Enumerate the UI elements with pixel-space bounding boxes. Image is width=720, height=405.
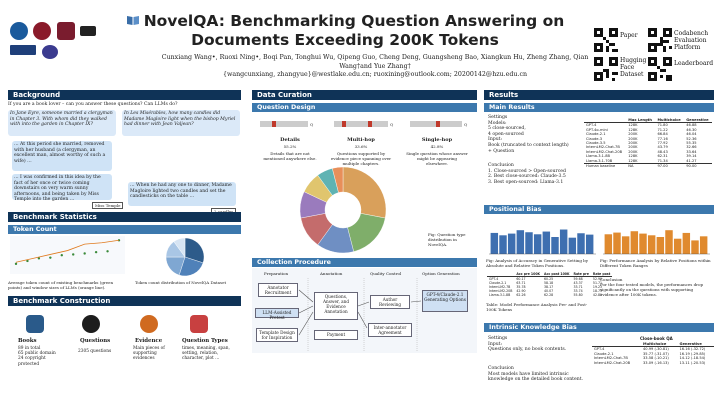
intrinsic-header-cell: Multichoice [641,342,677,347]
annotator-recruitment-box: Annotator Recruitment [258,283,298,297]
main-results-header-cell: Multichoice [655,118,684,123]
leaderboard-qr-code[interactable] [648,57,672,81]
main-results-cell: 200K [628,145,638,150]
scatter-point [15,263,17,265]
positional-cell: Llama-3.1-8B [489,293,511,297]
poster-header [0,0,720,88]
books-title: Books [18,338,37,344]
positional-bar-chart-right [600,216,712,256]
results-heading: Results [484,90,714,100]
stage-quality-control: Quality Control [370,271,402,276]
intrinsic-table-title: Close-book QA [640,336,673,341]
university-seal-logo [10,45,36,55]
main-results-cell: 52.36 [686,136,697,141]
procedure-arrows [252,268,477,353]
main-results-cell: Claude-3.5 [586,141,606,146]
les-miserables-question: In Les Misérables, how many candles did Madame Magloire light when the bishop Myriel had dinner with Jean Valjean? [122,110,240,136]
positional-header-cell: Rate post [592,272,611,276]
main-results-cell: 200K [628,141,638,146]
jane-eyre-answer: Miss Temple [92,202,123,209]
intrinsic-knowledge-heading: Intrinsic Knowledge Bias [484,323,714,332]
leaderboard-qr-label: Leaderboard [674,60,714,67]
positional-cell: 38.17 [544,285,554,289]
positional-left-bar [491,233,498,254]
single-hop-diagram [406,115,472,135]
scatter-point [95,251,97,253]
positional-right-bar [648,235,655,254]
positional-left-bar [551,237,558,254]
paper-qr-label: Paper [620,32,638,39]
details-diagram [256,115,316,135]
intrinsic-row [592,361,714,365]
jane-eyre-excerpt-1: … At this period she married, removed with her husband (a clergyman, an excellent man, almost worthy of such a wife) … [12,141,112,171]
positional-cell: 62.26 [516,293,526,297]
positional-bar-chart-left [486,216,598,256]
positional-cell: 33.71 [573,285,583,289]
intrinsic-conclusion: Conclusion Most models have limited intrinsic knowledge on the detailed book content. [488,366,583,383]
main-results-cell: 55.35 [686,141,697,146]
intrinsic-cell: 14.12 (-18.54) [679,356,706,361]
author-emails: {wangcunxiang, zhangyue}@westlake.edu.cn; ruoxining@outlook.com; 20200142@hzu.edu.cn [222,71,528,79]
main-results-header-cell: Generative [684,118,712,123]
benchmark-token-scatter-chart [10,236,125,274]
intrinsic-header-cell: Generative [678,342,715,347]
main-results-cell: 97.00 [657,164,668,169]
westlake-university-logo [10,22,28,40]
positional-left-bar [560,230,567,254]
les-miserables-excerpt: … When he had any one to dinner, Madame Magloire lighted two candles and set the candlesticks on the table … [128,182,236,206]
codabench-qr-label: Codabench Evaluation Platform [674,30,709,51]
multi-hop-design: Multi-hop 33.6% Questions supported by evidence piece spanning over multiple chapters. [330,137,392,166]
main-results-cell: 46.30 [686,127,697,132]
main-results-cell: 71.34 [657,158,668,163]
main-results-cell: 77.92 [657,141,668,146]
main-results-cell: Claude-2.1 [586,132,606,137]
intrinsic-cell: InternLM2-Chat-7B [594,356,628,361]
positional-header-cell: Acc pre 100K [516,272,541,276]
questions-title: Questions [80,338,111,344]
main-results-cell: 200K [628,132,638,137]
main-results-cell: 128K [628,154,638,159]
authors-line-2: Wang†and Yue Zhang† [339,62,411,70]
book-icon [126,12,140,23]
main-results-cell: 71.80 [657,123,668,128]
main-results-header-cell: Max Length [626,118,655,123]
positional-cell: 40.07 [544,289,554,293]
single-hop-design: Single-hop 42.8% Single question whose answer might be appearing elsewhere. [406,137,468,166]
positional-right-bar [622,236,629,254]
main-results-table [584,118,712,168]
magnifier-icon [140,315,158,333]
scatter-point [72,253,74,255]
positional-bias-heading: Positional Bias [484,205,714,214]
positional-header-cell: Rate pre [573,272,589,276]
positional-table-caption: Table: Model Performance Analysis Pre- and Post- 100K Tokens [486,302,588,312]
multi-hop-diagram [330,115,400,135]
stage-annotation: Annotation [320,271,343,276]
main-results-cell: 128K [628,123,638,128]
main-results-cell: 128K [628,158,638,163]
intrinsic-cell: 13.11 (-20.53) [679,360,706,365]
codabench-qr-code[interactable] [648,28,672,52]
svg-text:Q: Q [310,122,314,127]
main-results-cell: Llama-3.1-8B [586,154,610,159]
positional-cell: 42.90 [516,289,526,293]
title-line-2: Documents Exceeding 200K Tokens [191,31,499,49]
main-results-settings: Settings Models: 5 close-sourced, 4 open-sourced Input: Book (truncated to context length) + Question [488,115,569,154]
svg-text:Q: Q [390,122,394,127]
main-results-cell: NA [628,164,634,169]
main-results-heading: Main Results [484,103,714,112]
positional-cell: 59.68 [573,277,583,281]
positional-left-bar [517,230,524,254]
positional-right-caption: Fig: Performance Analysis by Relative Positions within Different Token Ranges [600,258,711,268]
main-results-cell: 71.22 [657,127,668,132]
positional-left-bar [543,232,550,254]
positional-cell: 63.71 [516,281,526,285]
positional-left-bar [508,234,515,254]
jane-eyre-question: In Jane Eyre, someone married a clergyman in Chapter 3. With whom did they walked with into the garden in Chapter IX? [8,110,116,136]
intrinsic-cell: 33.58 (-10.21) [643,356,669,361]
template-design-box: Template Design for Inspiration [256,328,298,342]
positional-cell: 60.25 [544,277,554,281]
positional-right-bar [691,240,698,254]
positional-cell: 18.73 [592,289,603,293]
main-results-cell: InternLM2-Chat-20B [586,149,623,154]
positional-left-bar [569,238,576,254]
qwen-logo [42,45,58,59]
evidence-title: Evidence [135,338,163,344]
intrinsic-row [592,356,714,360]
positional-left-bar [586,235,593,254]
main-results-cell: 33.64 [686,149,697,154]
llm-pretest-box: LLM-Assisted Pretest [255,308,299,318]
question-icon [82,315,100,333]
benchmark-statistics-heading: Benchmark Statistics [8,212,241,222]
paper-qr-code[interactable] [594,28,618,52]
main-results-cell: Human baseline [586,164,616,169]
books-body: 89 in total 65 public domain 24 copyright protected [18,346,56,367]
collection-procedure-heading: Collection Procedure [252,258,477,267]
positional-right-bar [613,233,620,254]
positional-cell: GPT-4 [489,277,499,281]
jane-eyre-excerpt-2: … I was confirmed in this idea by the fact of her once or twice coming downstairs on very warm sunny afternoons, and being taken by Miss Temple into the garden … [12,174,112,200]
hong-kong-university-logo [57,22,75,40]
main-results-cell: GPT-4 [586,123,597,128]
intrinsic-cell: GPT-4 [594,347,605,352]
author-reviewing-box: Author Reviewing [370,295,410,309]
positional-left-bar [525,232,532,254]
question-design-heading: Question Design [252,103,477,112]
positional-cell: 43.37 [573,281,583,285]
author-list [160,54,590,80]
stage-option-generation: Option Generation [422,271,460,276]
benchmark-construction-heading: Benchmark Construction [8,296,241,306]
token-count-heading: Token Count [8,225,241,234]
main-results-cell: GPT-4o-mini [586,127,608,132]
background-heading: Background [8,90,241,100]
puzzle-icon [190,315,208,333]
positional-cell: InternLM2-7B [489,285,511,289]
main-results-cell: 39.14 [686,154,697,159]
main-results-cell: 46.88 [686,123,697,128]
aws-logo [80,26,96,36]
main-results-cell: 46.04 [686,132,697,137]
positional-cell: 60.17 [516,277,526,281]
main-results-cell: 200K [628,136,638,141]
positional-cell: 58.18 [544,281,554,285]
positional-cell: InternLM2-20B [489,289,513,293]
question-types-body: times, meaning, span, setting, relation, character, plot … [182,346,230,362]
qae-annotation-box: Questions, Answer, and Evidence Annotation [314,292,358,320]
main-results-cell: Claude-3 [586,136,603,141]
positional-cell: 42.81 [592,293,603,297]
main-results-cell: 128K [628,127,638,132]
main-results-row [584,164,712,169]
evidence-body: Main pieces of supporting evidences [133,346,165,362]
positional-cell: 33.74 [573,289,583,293]
authors-line-1: Cunxiang Wang•, Ruoxi Ning•, Boqi Pan, Tonghui Wu, Qipeng Guo, Cheng Deng, Guangsheng Bao, Xiangkun Hu, Zheng Zhang, Qian [161,54,589,61]
token-pie-caption: Token count distribution of NovelQA Dataset [135,280,227,285]
positional-cell: 35.78 [516,285,526,289]
positional-header-cell: Acc post 100K [544,272,570,276]
books-icon [26,315,44,333]
option-generation-box: GPT-4/Claude-2.1 Generating Options [422,290,468,312]
background-intro: If you are a book lover – can you answer these questions? Can LLMs do? [8,102,178,107]
main-results-cell: 62.31 [657,154,668,159]
intrinsic-settings: Settings Input: Questions only, no book contents. [488,336,567,353]
scatter-caption: Average token count of existing benchmarks (green points) and window sizes of LLMs (orange line). [8,280,114,290]
main-results-cell: InternLM2-Chat-7B [586,145,620,150]
intrinsic-table [592,342,714,365]
question-type-pie-slice [347,213,385,251]
intrinsic-cell: 16.19 (-29.85) [679,351,706,356]
positional-cell: 55.80 [573,293,583,297]
token-distribution-pie-chart [150,236,220,278]
positional-conclusion: Conclusion For the four tested models, the performances drop significantly on the questions with supporting evidence after 100K tokens. [600,277,704,297]
intrinsic-cell: InternLM2-Chat-20B [594,360,631,365]
positional-right-bar [700,236,707,254]
positional-row [487,293,612,297]
inter-annotator-box: Inter-annotator Agreement [368,323,412,337]
positional-left-bar [534,234,541,254]
scatter-point [61,254,63,256]
positional-cell: 19.23 [592,285,603,289]
main-results-conclusion: Conclusion 1. Close-sourced > Open-sourced 2. Best close-sourced: Claude-3.5 3. Best open-sourced: Llama-3.1 [488,163,566,185]
intrinsic-cell: 35.77 (-31.07) [643,351,669,356]
main-results-cell: 66.84 [657,132,668,137]
positional-table [487,272,612,297]
intrinsic-cell: Claude-2.1 [594,351,614,356]
university-logo [33,22,51,40]
intrinsic-cell: 16.16 (-32.72) [679,347,706,352]
positional-left-bar [577,233,584,254]
positional-right-bar [639,234,646,254]
positional-right-bar [674,239,681,254]
questions-body: 2305 questions [78,349,112,354]
positional-right-bar [657,237,664,254]
poster-title [100,12,590,50]
question-type-pie-chart [268,165,418,255]
intrinsic-cell: 33.09 (-16.13) [643,360,669,365]
positional-right-bar [631,231,638,254]
positional-left-bar [499,235,506,254]
huggingface-qr-code[interactable] [594,57,618,81]
positional-cell: 62.28 [544,293,554,297]
main-results-cell: 43.79 [657,145,668,150]
question-types-title: Question Types [182,338,228,344]
positional-right-bar [665,230,672,254]
scatter-point [106,250,108,252]
positional-right-bar [605,234,612,254]
svg-text:Q: Q [464,122,468,127]
collection-procedure-diagram [252,268,477,353]
main-results-cell: Llama-3.1-70B [586,158,613,163]
question-type-pie-slice [343,167,386,218]
positional-left-caption: Fig: Analysis of Accuracy in Generative Setting by Absolute and Relative Token Positions. [486,258,588,268]
details-design: Details 55.2% Details that are not mentioned anywhere else. [263,137,317,161]
main-results-cell: 32.66 [686,145,697,150]
payment-box: Payment [314,330,358,340]
huggingface-qr-label: Hugging Face Dataset [620,57,647,78]
question-type-pie-caption: Fig: Question type distribution in NovelQA. [428,232,466,247]
intrinsic-cell: 40.99 (-30.81) [643,347,669,352]
positional-cell: 52.99 [592,277,603,281]
positional-cell: Claude-2.1 [489,281,507,285]
data-curation-heading: Data Curation [252,90,477,100]
main-results-cell: 41.27 [686,158,697,163]
positional-right-bar [683,233,690,254]
scatter-point [83,252,85,254]
main-results-cell: 77.16 [657,136,668,141]
main-results-cell: 90.00 [686,164,697,169]
positional-cell: 51.71 [592,281,603,285]
scatter-point [49,256,51,258]
title-line-1: NovelQA: Benchmarking Question Answering on [143,12,565,30]
main-results-cell: 200K [628,149,638,154]
main-results-cell: 48.43 [657,149,668,154]
stage-preparation: Preparation [264,271,289,276]
